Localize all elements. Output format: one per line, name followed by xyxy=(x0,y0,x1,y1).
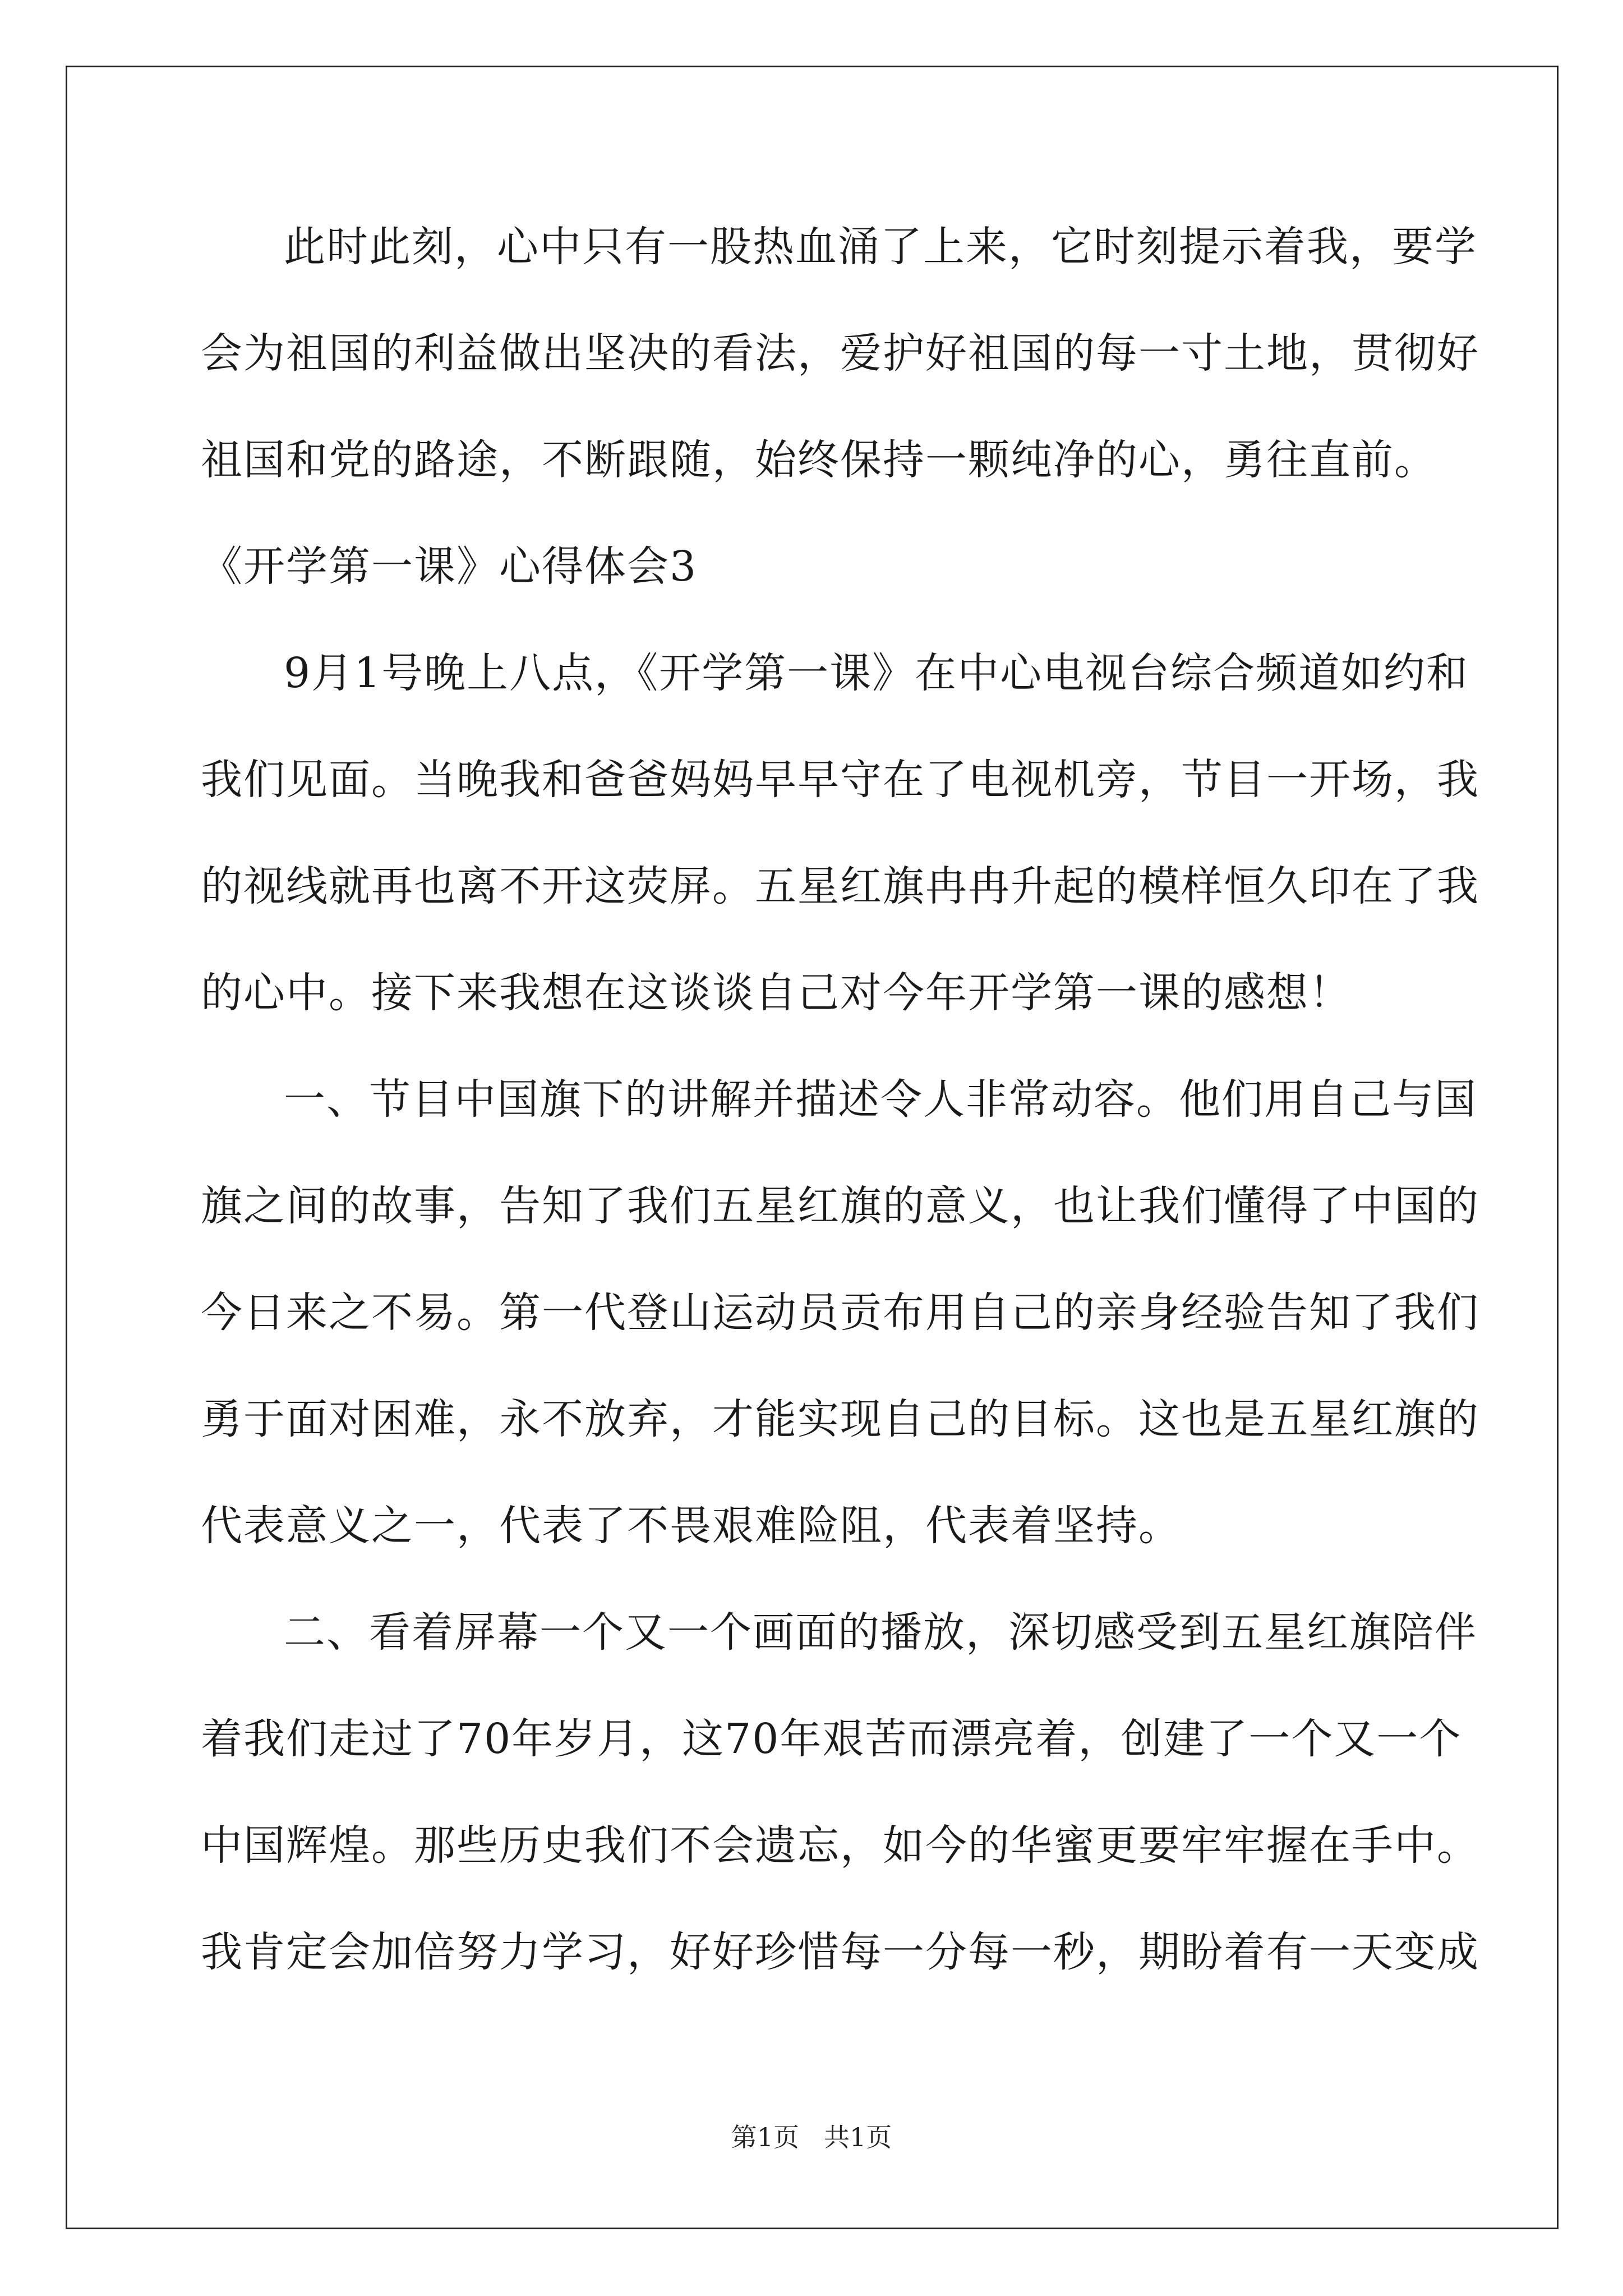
text-line: 《开学第一课》心得体会3 xyxy=(201,542,698,591)
page-footer xyxy=(0,2120,1623,2154)
page-total: 共1页 xyxy=(823,2122,892,2152)
text-line: 中国辉煌。那些历史我们不会遗忘，如今的华蜜更要牢牢握在手中。 xyxy=(201,1821,1479,1870)
text-line: 的视线就再也离不开这荧屏。五星红旗冉冉升起的模样恒久印在了我 xyxy=(201,862,1479,910)
text-line: 勇于面对困难，永不放弃，才能实现自己的目标。这也是五星红旗的 xyxy=(201,1395,1479,1443)
text-line: 代表意义之一，代表了不畏艰难险阻，代表着坚持。 xyxy=(201,1502,1181,1550)
text-line: 旗之间的故事，告知了我们五星红旗的意义，也让我们懂得了中国的 xyxy=(201,1182,1479,1230)
text-line: 祖国和党的路途，不断跟随，始终保持一颗纯净的心，勇往直前。 xyxy=(201,436,1437,484)
text-line: 的心中。接下来我想在这谈谈自己对今年开学第一课的感想！ xyxy=(201,969,1352,1017)
text-line: 9月1号晚上八点，《开学第一课》在中心电视台综合频道如约和 xyxy=(284,649,1469,697)
document-body xyxy=(201,194,1479,2005)
text-line: 此时此刻，心中只有一股热血涌了上来，它时刻提示着我，要学 xyxy=(284,223,1477,271)
text-line: 一、节目中国旗下的讲解并描述令人非常动容。他们用自己与国 xyxy=(284,1075,1477,1124)
text-line: 今日来之不易。第一代登山运动员贡布用自己的亲身经验告知了我们 xyxy=(201,1289,1479,1337)
text-line: 我肯定会加倍努力学习，好好珍惜每一分每一秒，期盼着有一天变成 xyxy=(201,1928,1479,1976)
text-line: 会为祖国的利益做出坚决的看法，爱护好祖国的每一寸土地，贯彻好 xyxy=(201,329,1479,378)
text-line: 我们见面。当晚我和爸爸妈妈早早守在了电视机旁，节目一开场，我 xyxy=(201,756,1479,804)
text-line: 着我们走过了70年岁月，这70年艰苦而漂亮着，创建了一个又一个 xyxy=(201,1715,1462,1763)
text-line: 二、看着屏幕一个又一个画面的播放，深切感受到五星红旗陪伴 xyxy=(284,1608,1477,1657)
page-number: 第1页 xyxy=(731,2122,800,2152)
